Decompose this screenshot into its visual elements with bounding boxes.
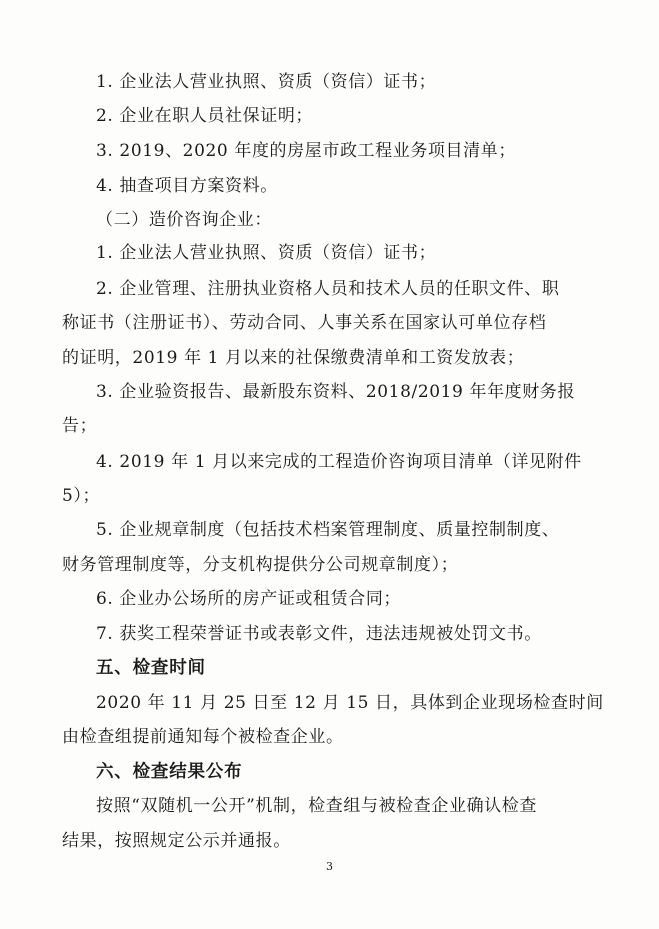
text-line: 3. 企业验资报告、最新股东资料、2018/2019 年年度财务报 (96, 382, 576, 402)
page-number: 3 (326, 860, 333, 873)
text-line: 按照“双随机一公开”机制，检查组与被检查企业确认检查 (96, 796, 537, 816)
text-line: 2. 企业管理、注册执业资格人员和技术人员的任职文件、职 (96, 279, 560, 299)
section-heading: 五、检查时间 (96, 658, 206, 678)
text-line: 4. 2019 年 1 月以来完成的工程造价咨询项目清单（详见附件 (96, 452, 582, 472)
text-line: 1. 企业法人营业执照、资质（资信）证书； (96, 72, 437, 92)
text-line: 财务管理制度等，分支机构提供分公司规章制度）； (62, 555, 459, 575)
text-line: 4. 抽查项目方案资料。 (96, 176, 278, 196)
text-line: 由检查组提前通知每个被检查企业。 (62, 727, 344, 747)
text-line: 结果，按照规定公示并通报。 (62, 831, 291, 851)
text-line: 6. 企业办公场所的房产证或租赁合同； (96, 589, 402, 609)
text-line: 3. 2019、2020 年度的房屋市政工程业务项目清单； (96, 141, 516, 161)
text-line: 5. 企业规章制度（包括技术档案管理制度、质量控制制度、 (96, 520, 560, 540)
text-line: 7. 获奖工程荣誉证书或表彰文件，违法违规被处罚文书。 (96, 624, 542, 644)
section-subheading: （二）造价咨询企业： (96, 210, 272, 230)
section-heading: 六、检查结果公布 (96, 762, 243, 782)
text-line: 1. 企业法人营业执照、资质（资信）证书； (96, 243, 437, 263)
text-line: 5）； (62, 486, 101, 506)
text-line: 2. 企业在职人员社保证明； (96, 106, 314, 126)
text-line: 告； (62, 416, 98, 436)
text-line: 称证书（注册证书）、劳动合同、人事关系在国家认可单位存档 (62, 313, 547, 333)
text-line: 2020 年 11 月 25 日至 12 月 15 日，具体到企业现场检查时间 (96, 693, 604, 713)
text-line: 的证明，2019 年 1 月以来的社保缴费清单和工资发放表； (62, 348, 525, 368)
